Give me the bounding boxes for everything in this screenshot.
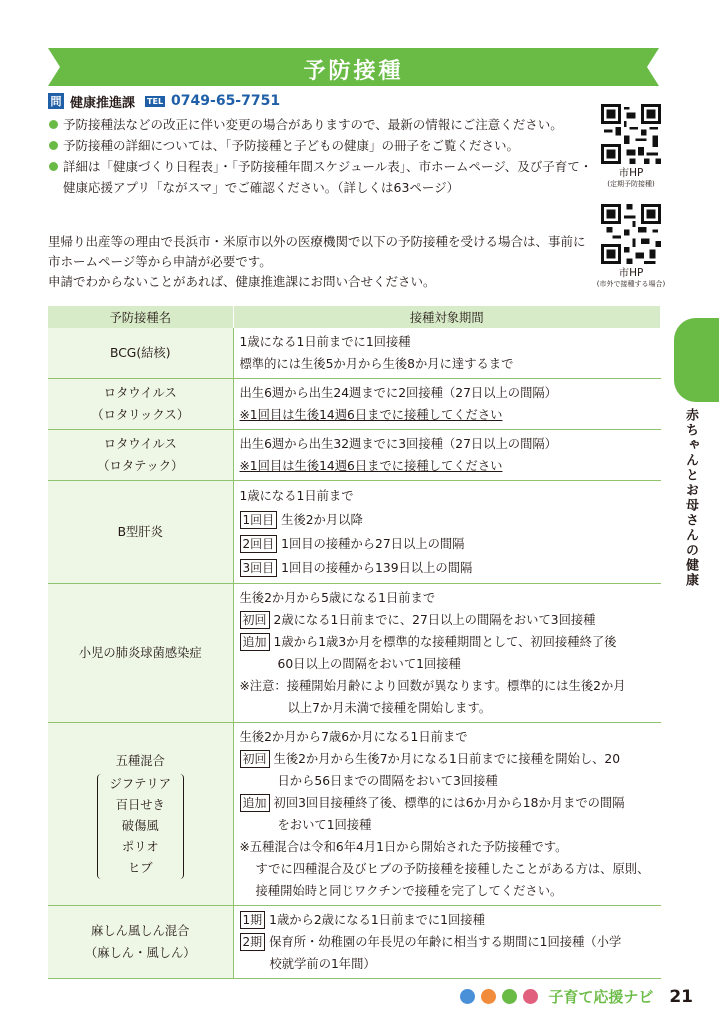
table-row	[48, 584, 661, 723]
vaccine-period: 生後2か月から7歳6か月になる1日前まで 初回 生後2か月から生後7か月になる1日前までに接種を開始し、20 日から56日までの間隔をおいて3回接種 追加 初回3回目接種終了後、標準的には6か月から18か月までの間隔 をおいて1回接種 ※五種混合は令和6年4月1日から開始された予防接種です。 すでに四種混合及びヒブの予防接種を接種したことがある方は、原則、 接種開始時と同じワクチンで接種を完了してください。	[233, 723, 661, 906]
vaccine-period: 1歳になる1日前まで 1回目 生後2か月以降 2回目 1回目の接種から27日以上の間隔 3回目 1回目の接種から139日以上の間隔	[233, 481, 661, 584]
qr-caption: 市HP (市外で接種する場合)	[596, 267, 666, 288]
application-notice: 里帰り出産等の理由で長浜市・米原市以外の医療機関で以下の予防接種を受ける場合は、事前に市ホームページ等から申請が必要です。 申請でわからないことがあれば、健康推進課にお問い合せください。	[48, 234, 586, 289]
section-tab[interactable]	[674, 318, 719, 402]
qr-code-icon[interactable]	[601, 204, 661, 264]
dose-tag: 1期	[240, 911, 266, 929]
brand-dot-icon	[481, 989, 496, 1004]
title-banner	[48, 48, 659, 86]
dose-tag: 追加	[240, 794, 270, 812]
note-item: 詳細は「健康づくり日程表」・「予防接種年間スケジュール表」、市ホームページ、及び子育て・健康応援アプリ「ながスマ」でご確認ください。（詳しくは63ページ）	[48, 156, 596, 198]
brand-dot-icon	[502, 989, 517, 1004]
footer	[460, 986, 693, 1007]
note-item: 予防接種法などの改正に伴い変更の場合がありますので、最新の情報にご注意ください。	[48, 114, 596, 135]
qr-caption: 市HP (定期予防接種)	[607, 167, 655, 188]
vaccine-period: 生後2か月から5歳になる1日前まで 初回 2歳になる1日前までに、27日以上の間隔をおいて3回接種 追加 1歳から1歳3か月を標準的な接種期間として、初回接種終了後 60日以上の間隔をおいて1回接種 ※注意：接種開始月齢により回数が異なります。標準的には生後2か月 以上7か月未満で接種を開始します。	[233, 584, 661, 723]
page-title: 予防接種	[303, 59, 404, 84]
inquiry-badge: 問	[48, 93, 64, 109]
vaccine-name: B型肝炎	[48, 481, 233, 584]
vaccination-table	[48, 306, 661, 979]
dose-tag: 初回	[240, 611, 270, 629]
department-name: 健康推進課	[70, 95, 136, 111]
vaccine-period: 出生6週から出生24週までに2回接種（27日以上の間隔） ※1回目は生後14週6日までに接種してください	[233, 379, 661, 430]
vaccine-name: 小児の肺炎球菌感染症	[48, 584, 233, 723]
vaccine-name: BCG(結核)	[48, 328, 233, 379]
note-item: 予防接種の詳細については、「予防接種と子どもの健康」の冊子をご覧ください。	[48, 135, 596, 156]
table-header-row	[48, 306, 661, 328]
dose-tag: 初回	[240, 750, 270, 768]
brand-dot-icon	[460, 989, 475, 1004]
phone-number[interactable]: 0749-65-7751	[171, 93, 281, 109]
tel-icon: TEL	[147, 96, 164, 106]
component-list: ジフテリア 百日せき 破傷風 ポリオ ヒブ	[97, 774, 185, 879]
section-label: 赤ちゃんとお母さんの健康	[683, 408, 698, 588]
notes-list	[48, 114, 596, 198]
bullet-icon	[49, 162, 58, 171]
dose-tag: 追加	[240, 633, 270, 651]
dose-tag: 2回目	[240, 535, 278, 553]
table-row	[48, 379, 661, 430]
table-row	[48, 481, 661, 584]
table-row	[48, 430, 661, 481]
vaccine-name: ロタウイルス （ロタテック）	[48, 430, 233, 481]
vaccine-period: 1期 1歳から2歳になる1日前までに1回接種 2期 保育所・幼稚園の年長児の年齢に相当する期間に1回接種（小学 校就学前の1年間）	[233, 906, 661, 979]
column-header-period: 接種対象期間	[233, 306, 661, 328]
contact-info	[48, 92, 280, 110]
bullet-icon	[49, 141, 58, 150]
vaccine-name: 五種混合 ジフテリア 百日せき 破傷風 ポリオ ヒブ	[48, 723, 233, 906]
vaccine-period: 1歳になる1日前までに1回接種 標準的には生後5か月から生後8か月に達するまで	[233, 328, 661, 379]
table-row	[48, 723, 661, 906]
vaccine-name: ロタウイルス （ロタリックス）	[48, 379, 233, 430]
qr-code-icon[interactable]	[601, 104, 661, 164]
vaccine-period: 出生6週から出生32週までに3回接種（27日以上の間隔） ※1回目は生後14週6日までに接種してください	[233, 430, 661, 481]
bullet-icon	[49, 120, 58, 129]
brand-dot-icon	[523, 989, 538, 1004]
vaccine-name: 麻しん風しん混合 （麻しん・風しん）	[48, 906, 233, 979]
page-number: 21	[669, 986, 693, 1007]
dose-tag: 3回目	[240, 559, 278, 577]
brand-name: 子育て応援ナビ	[548, 988, 654, 1006]
table-row	[48, 328, 661, 379]
dose-tag: 1回目	[240, 511, 278, 529]
dose-tag: 2期	[240, 933, 266, 951]
column-header-name: 予防接種名	[48, 306, 233, 328]
table-row	[48, 906, 661, 979]
